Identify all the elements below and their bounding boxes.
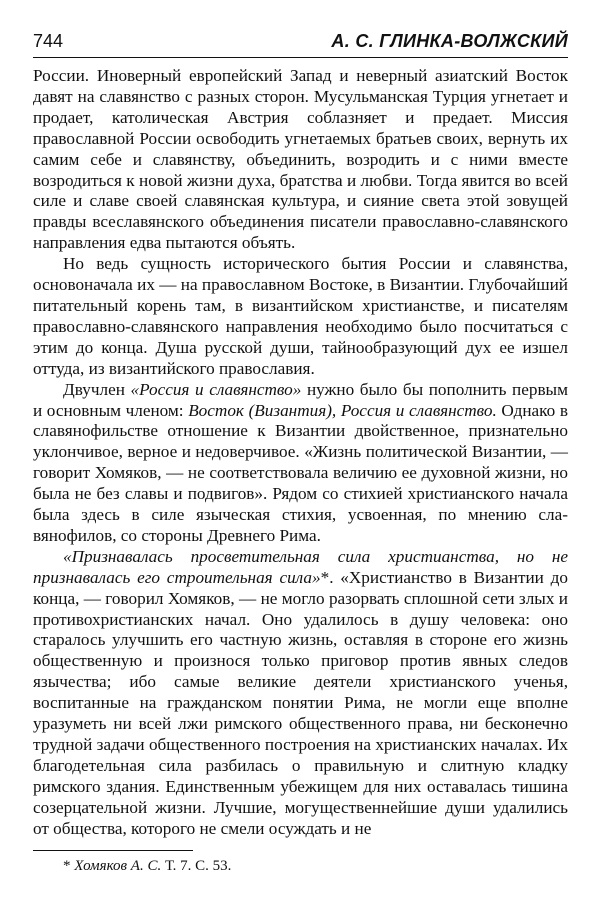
italic-quote: «Признавалась просветительная сила христианства, но не признавалась его строительная сила» xyxy=(33,546,568,587)
footnote-rule xyxy=(33,850,193,851)
page-header xyxy=(33,30,568,54)
paragraph xyxy=(33,380,568,547)
footnote-author: Хомяков А. С. xyxy=(74,857,162,874)
text-run: Однако в славянофильстве отношение к Византии двойственное, признательно уклончивое, верное и недоверчивое. «Жизнь политической Византии, — говорит Хомяков, — не соответствовала величию ее духовной жизни, но была не без славы и подвигов». Рядом со стихией христианского начала была здесь в силе языческая стихия, усвоенная, по мнению славянофилов, со стороны Древнего Рима. xyxy=(33,400,568,545)
text-run: Но ведь сущность исторического бытия России и славянства, основоначала их — на православном Востоке, в Византии. Глубочайший питательный корень там, в византийском христианстве, и писателям православно-славянского направления необходимо было посчитаться с этим до конца. Душа русской души, тайнообразующий дух ее изшел оттуда, из византийского православия. xyxy=(33,254,568,378)
text-run: России. Иноверный европейский Запад и неверный азиатский Восток давят на славянство с разных сторон. Мусульманская Турция угнетает и продает, католическая Австрия соблазняет и предает. Миссия православной России освободить угнетаемых братьев своих, вернуть их самим себе и славянству, объединить, возродить и с ними вместе возродиться к новой жизни духа, братства и любви. Тогда явится во всей силе и славе своей славянская культура, и сияние света этой зовущей правды всеславянского объединения писатели православно-славянского направления едва пытаются объять. xyxy=(33,66,568,253)
paragraph xyxy=(33,66,568,254)
paragraph xyxy=(33,547,568,840)
body-text xyxy=(33,66,568,840)
header-rule xyxy=(33,57,568,58)
footnote xyxy=(33,857,568,876)
footnote-marker: * xyxy=(63,857,71,874)
text-run: Двучлен xyxy=(63,379,131,399)
text-run: *. «Христианство в Византии до конца, — говорил Хомяков, — не могло разорвать сплошной сети злых и противохристианских начал. Оно удалилось в душу человека: оно старалось улучшить его частную жизнь, оставляя в стороне его жизнь общественную и произнося только приговор против явных следов язычества; ибо самые великие деятели христианского ученья, воспитанные на гражданском понятии Рима, не могли еще вполне уразуметь ни всей лжи римского общественного права, ни бесконечно трудной задачи общественного построения на христианских началах. Их благодетельная сила разбилась о правильную и слитную кладку римского здания. Единственным убежищем для них оставалась тишина созерцательной жизни. Лучшие, могущественнейшие души удалились от общества, которого не смели осуждать и не xyxy=(33,567,568,838)
footnote-reference: Т. 7. С. 53. xyxy=(164,857,232,874)
book-page xyxy=(33,30,568,876)
italic-quote: «Россия и славянство» xyxy=(130,379,302,399)
text-run: нужно было бы пополнить первым и основным членом: xyxy=(33,379,568,420)
paragraph xyxy=(33,254,568,379)
italic-phrase: Восток (Византия), Россия и славянство. xyxy=(188,400,497,420)
page-number: 744 xyxy=(33,31,64,51)
running-head: А. С. ГЛИНКА-ВОЛЖСКИЙ xyxy=(331,31,568,51)
